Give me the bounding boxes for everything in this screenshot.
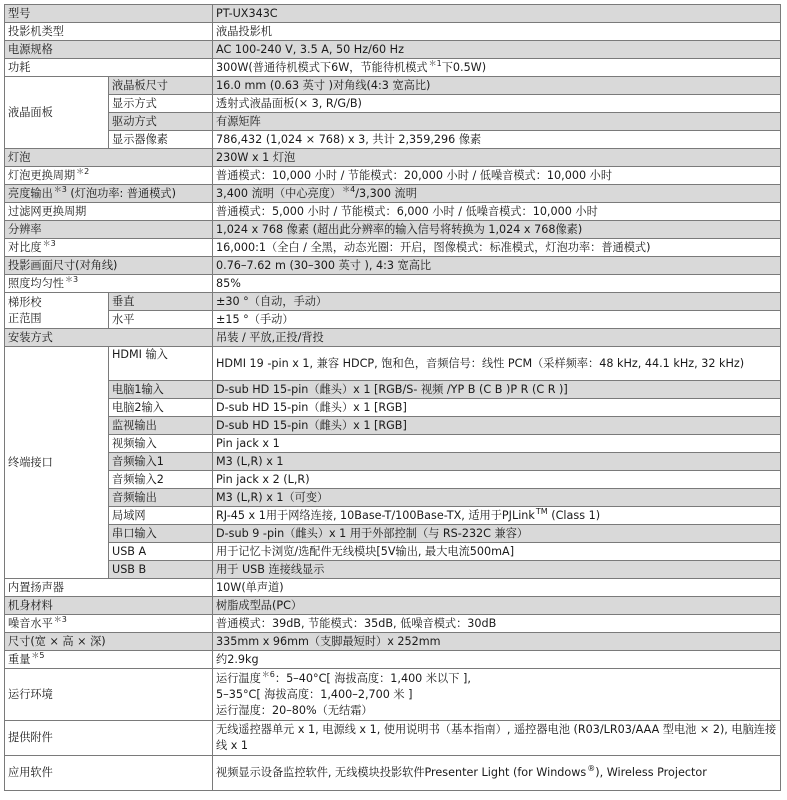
row-sublabel: 串口输入 [109, 525, 213, 543]
row-value: 786,432 (1,024 × 768) x 3, 共计 2,359,296 像素 [213, 131, 781, 149]
row-value: AC 100-240 V, 3.5 A, 50 Hz/60 Hz [213, 41, 781, 59]
table-row [5, 311, 781, 329]
row-value [213, 756, 781, 791]
row-value: D-sub HD 15-pin（雌头）x 1 [RGB/S- 视频 /YP B (C B )P R (C R )] [213, 381, 781, 399]
row-sublabel: 显示方式 [109, 95, 213, 113]
table-row [5, 95, 781, 113]
row-sublabel: 监视输出 [109, 417, 213, 435]
table-row [5, 543, 781, 561]
row-label: 电源规格 [5, 41, 213, 59]
label-text: 重量 [8, 652, 31, 666]
table-row [5, 185, 781, 203]
row-sublabel: 液晶板尺寸 [109, 77, 213, 95]
row-sublabel: 视频输入 [109, 435, 213, 453]
label-text: 噪音水平 [8, 616, 53, 630]
row-value: 有源矩阵 [213, 113, 781, 131]
row-value: PT-UX343C [213, 5, 781, 23]
row-label: 功耗 [5, 59, 213, 77]
table-row [5, 149, 781, 167]
row-value: 用于 USB 连接线显示 [213, 561, 781, 579]
label-text: 对比度 [8, 240, 42, 254]
footnote-mark: ＊3 [53, 184, 67, 194]
label-text: 照度均匀性 [8, 276, 64, 290]
row-sublabel: 驱动方式 [109, 113, 213, 131]
row-sublabel: 局域网 [109, 507, 213, 525]
row-label [5, 651, 213, 669]
value-text: 下0.5W) [441, 60, 487, 74]
table-row [5, 23, 781, 41]
row-sublabel: 显示器像素 [109, 131, 213, 149]
row-label: 灯泡 [5, 149, 213, 167]
table-row [5, 113, 781, 131]
table-row [5, 471, 781, 489]
table-row [5, 59, 781, 77]
label-text: 亮度输出 [8, 186, 53, 200]
value-text: RJ-45 x 1用于网络连接, 10Base-T/100Base-TX, 适用于PJLink [216, 508, 535, 522]
row-sublabel: 音频输入1 [109, 453, 213, 471]
footnote-mark: ＊3 [64, 274, 79, 284]
row-label: 投影机类型 [5, 23, 213, 41]
row-label [5, 185, 213, 203]
table-row [5, 131, 781, 149]
row-label: 尺寸(宽 × 高 × 深) [5, 633, 213, 651]
value-text: 视频显示设备监控软件, 无线模块投影软件Presenter Light (for Windows [216, 766, 587, 779]
table-row [5, 756, 781, 791]
row-value: 0.76–7.62 m (30–300 英寸 ), 4:3 宽高比 [213, 257, 781, 275]
value-text: ), Wireless Projector [595, 766, 707, 779]
table-row [5, 651, 781, 669]
table-row [5, 293, 781, 311]
table-row [5, 239, 781, 257]
row-value: 液晶投影机 [213, 23, 781, 41]
table-row [5, 329, 781, 347]
row-sublabel: USB B [109, 561, 213, 579]
value-text: 3,400 流明（中心亮度） [216, 186, 342, 200]
group-label-keystone [5, 293, 109, 329]
row-value: 透射式液晶面板(× 3, R/G/B) [213, 95, 781, 113]
table-row [5, 77, 781, 95]
row-value [213, 185, 781, 203]
row-value: 吊装 / 平放,正投/背投 [213, 329, 781, 347]
table-row [5, 453, 781, 471]
row-value: 约2.9kg [213, 651, 781, 669]
row-sublabel: USB A [109, 543, 213, 561]
value-text: 运行温度 [216, 671, 261, 685]
row-sublabel: 电脑1输入 [109, 381, 213, 399]
table-row [5, 633, 781, 651]
table-row [5, 381, 781, 399]
table-row [5, 579, 781, 597]
value-text: ：5–40°C[ 海拔高度：1,400 米以下 ], [274, 671, 471, 685]
row-value [213, 669, 781, 721]
row-label: 型号 [5, 5, 213, 23]
row-label: 投影画面尺寸(对角线) [5, 257, 213, 275]
row-value: ±15 °（手动） [213, 311, 781, 329]
row-value: 230W x 1 灯泡 [213, 149, 781, 167]
row-value: Pin jack x 2 (L,R) [213, 471, 781, 489]
table-row [5, 203, 781, 221]
table-row [5, 399, 781, 417]
table-row [5, 669, 781, 721]
registered-mark: ® [587, 764, 596, 773]
value-text: /3,300 流明 [355, 186, 417, 200]
row-sublabel: 垂直 [109, 293, 213, 311]
row-value: 85% [213, 275, 781, 293]
value-text: 300W(普通待机模式下6W，节能待机模式 [216, 60, 428, 74]
label-text: (灯泡功率: 普通模式) [66, 186, 176, 200]
row-value: HDMI 19 -pin x 1, 兼容 HDCP, 饱和色，音频信号：线性 PCM（采样频率：48 kHz, 44.1 kHz, 32 kHz) [213, 347, 781, 381]
row-label: 应用软件 [5, 756, 213, 791]
row-value: D-sub HD 15-pin（雌头）x 1 [RGB] [213, 417, 781, 435]
table-row [5, 275, 781, 293]
row-value: 普通模式：5,000 小时 / 节能模式：6,000 小时 / 低噪音模式：10,000 小时 [213, 203, 781, 221]
row-label: 运行环境 [5, 669, 213, 721]
row-value: 普通模式：10,000 小时 / 节能模式：20,000 小时 / 低噪音模式：10,000 小时 [213, 167, 781, 185]
spec-table [4, 4, 781, 791]
row-value: D-sub 9 -pin（雌头）x 1 用于外部控制（与 RS-232C 兼容） [213, 525, 781, 543]
row-value: Pin jack x 1 [213, 435, 781, 453]
row-value: 用于记忆卡浏览/选配件无线模块[5V输出, 最大电流500mA] [213, 543, 781, 561]
label-text: 灯泡更换周期 [8, 168, 76, 182]
table-row [5, 525, 781, 543]
group-label-lcd: 液晶面板 [5, 77, 109, 149]
table-row [5, 435, 781, 453]
table-row [5, 41, 781, 59]
row-value: M3 (L,R) x 1（可变） [213, 489, 781, 507]
table-row [5, 489, 781, 507]
table-row [5, 417, 781, 435]
row-value: ±30 °（自动，手动） [213, 293, 781, 311]
row-label: 过滤网更换周期 [5, 203, 213, 221]
row-label [5, 275, 213, 293]
footnote-mark: ＊6 [261, 669, 275, 679]
table-row [5, 615, 781, 633]
row-label: 内置扬声器 [5, 579, 213, 597]
row-value: 10W(单声道) [213, 579, 781, 597]
footnote-mark: ＊5 [31, 650, 45, 660]
label-text: 梯形校 [8, 295, 42, 309]
table-row [5, 5, 781, 23]
trademark-mark: TM [535, 506, 548, 516]
value-text: (Class 1) [547, 508, 601, 522]
row-value: 335mm x 96mm（支脚最短时）x 252mm [213, 633, 781, 651]
row-label: 机身材料 [5, 597, 213, 615]
row-value: 普通模式：39dB, 节能模式：35dB, 低噪音模式：30dB [213, 615, 781, 633]
row-value: 16,000:1（全白 / 全黑，动态光圈：开启，图像模式：标准模式，灯泡功率：普通模式) [213, 239, 781, 257]
footnote-mark: ＊2 [76, 166, 90, 176]
value-text: 运行湿度：20–80%（无结霜） [216, 703, 373, 717]
footnote-mark: ＊3 [53, 614, 67, 624]
table-row [5, 561, 781, 579]
row-label [5, 239, 213, 257]
row-label [5, 167, 213, 185]
row-sublabel: 音频输出 [109, 489, 213, 507]
table-row [5, 347, 781, 381]
row-sublabel: 电脑2输入 [109, 399, 213, 417]
table-row [5, 257, 781, 275]
row-value: 1,024 x 768 像素 (超出此分辨率的输入信号将转换为 1,024 x 768像素) [213, 221, 781, 239]
row-value: 16.0 mm (0.63 英寸 )对角线(4:3 宽高比) [213, 77, 781, 95]
row-label: 提供附件 [5, 721, 213, 756]
table-row [5, 167, 781, 185]
row-value: D-sub HD 15-pin（雌头）x 1 [RGB] [213, 399, 781, 417]
row-sublabel: 水平 [109, 311, 213, 329]
row-label: 分辨率 [5, 221, 213, 239]
row-sublabel: HDMI 输入 [109, 347, 213, 381]
row-sublabel: 音频输入2 [109, 471, 213, 489]
row-label: 安装方式 [5, 329, 213, 347]
row-value [213, 59, 781, 77]
table-row [5, 597, 781, 615]
table-row [5, 507, 781, 525]
row-label [5, 615, 213, 633]
row-value: 无线遥控器单元 x 1, 电源线 x 1, 使用说明书（基本指南）, 遥控器电池 (R03/LR03/AAA 型电池 × 2), 电脑连接线 x 1 [213, 721, 781, 756]
footnote-mark: ＊4 [342, 184, 356, 194]
row-value: 树脂成型品(PC） [213, 597, 781, 615]
group-label-terminals: 终端接口 [5, 347, 109, 579]
footnote-mark: ＊3 [42, 238, 56, 248]
footnote-mark: ＊1 [428, 58, 442, 68]
label-text: 正范围 [8, 311, 42, 325]
row-value [213, 507, 781, 525]
table-row [5, 721, 781, 756]
row-value: M3 (L,R) x 1 [213, 453, 781, 471]
table-row [5, 221, 781, 239]
value-text: 5–35°C[ 海拔高度：1,400–2,700 米 ] [216, 687, 413, 701]
